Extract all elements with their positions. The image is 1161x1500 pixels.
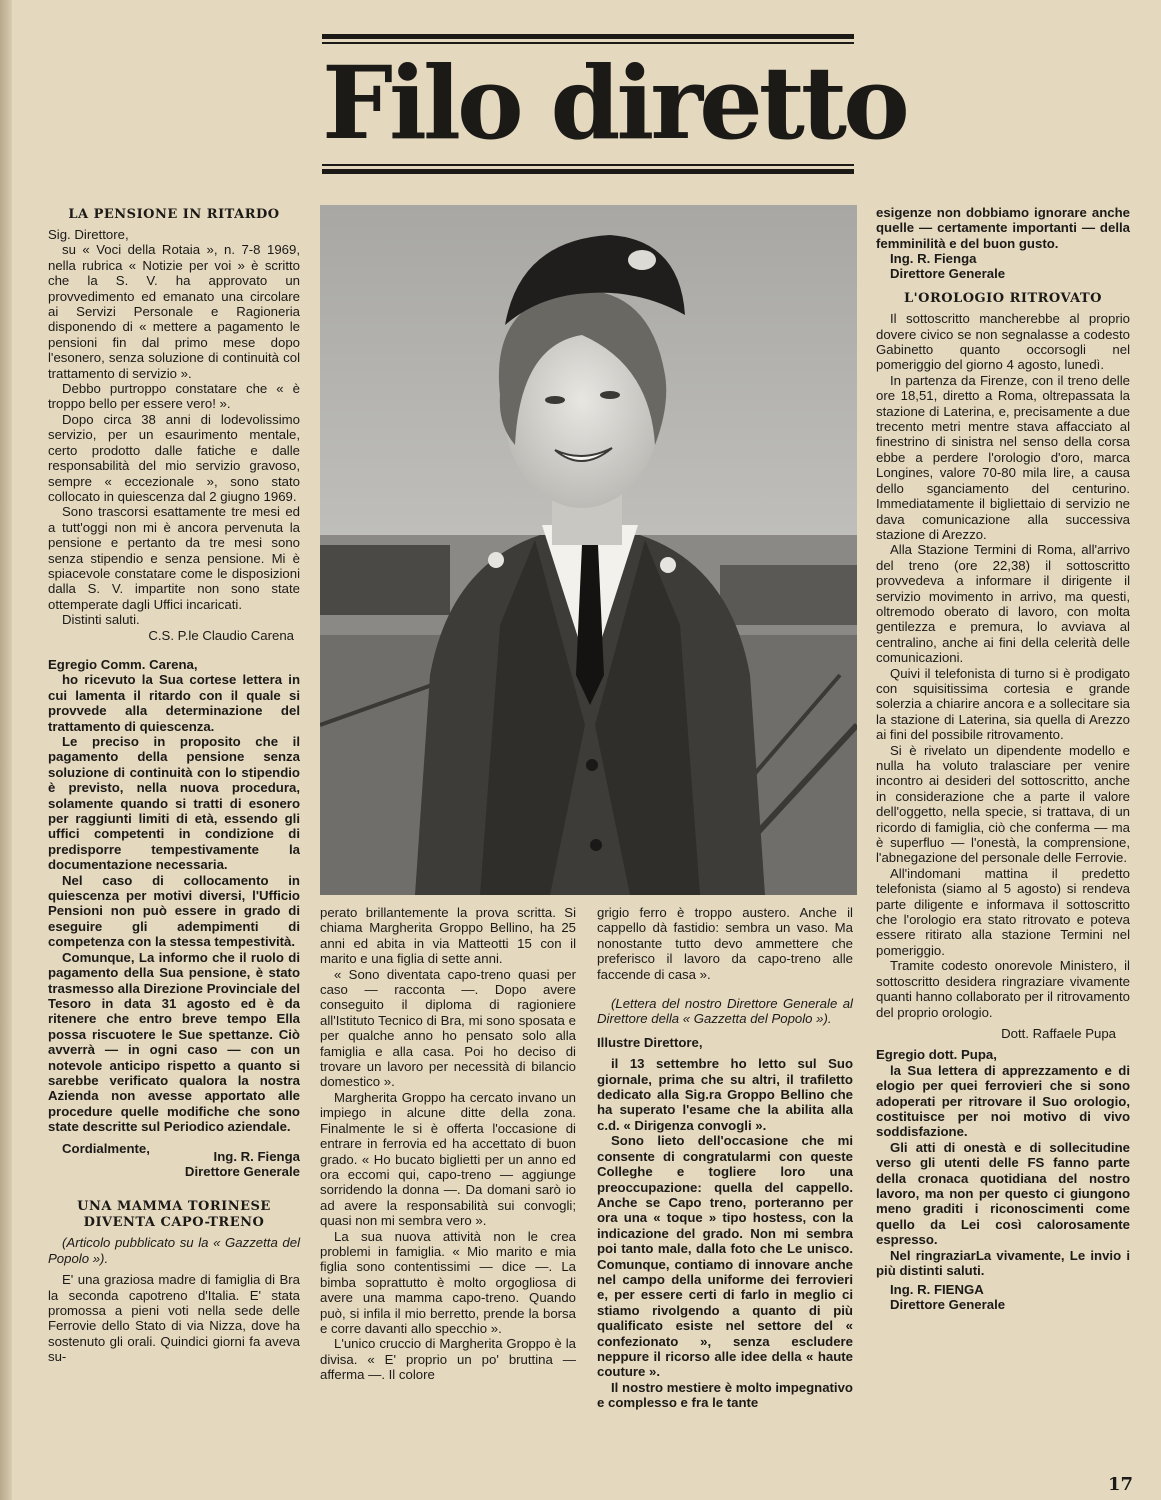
reply-salutation: Egregio Comm. Carena, — [48, 656, 198, 672]
portrait-illustration — [320, 205, 857, 895]
column-3 — [597, 905, 853, 1411]
letter-paragraph: il 13 settembre ho letto sul Suo giornale, prima che su altri, il trafiletto dedicato alla Sig.ra Groppo Bellino che ha superato l'esame che la abilita alla c.d. « Dirigenza convogli ». — [597, 1056, 853, 1133]
letter-signature: Dott. Raffaele Pupa — [1001, 1025, 1116, 1041]
page-binding-edge — [0, 0, 12, 1500]
letter-paragraph: Tramite codesto onorevole Ministero, il sottoscritto desidera ringraziare vivamente quanti hanno collaborato per il ritrovamento del proprio orologio. — [876, 958, 1130, 1020]
masthead-bottom-rule-thin — [322, 164, 854, 166]
letter-paragraph: Il sottoscritto mancherebbe al proprio dovere civico se non segnalasse a codesto Gabinetto quanto occorsogli nel pomeriggio del giorno 4 agosto, lunedì. — [876, 311, 1130, 373]
signature-name: Ing. R. Fienga — [890, 251, 977, 267]
signature-title: Direttore Generale — [890, 1297, 1006, 1313]
letter-continuation: esigenze non dobbiamo ignorare anche quelle — certamente importanti — della femminilità e del buon gusto. — [876, 205, 1130, 251]
column-2 — [320, 905, 576, 1383]
masthead-bottom-rule — [322, 169, 854, 174]
article-source: (Articolo pubblicato su la « Gazzetta del Popolo »). — [48, 1235, 300, 1266]
letter-paragraph: Sono lieto dell'occasione che mi consente di congratularmi con queste Colleghe e togliere loro una preoccupazione: quella del cappello. Anche se Capo treno, porteranno per ora una « toque » tipo hostess, con la indicazione del grado. Non mi sembra poi tanto male, dalla foto che Le unisco. Comunque, contiamo di innovare anche nel campo della uniforme dei ferrovieri e, per essere certi di farlo in meglio ci stiamo rivolgendo a quanto di più qualificato esiste nel settore del « confezionato », senza escludere neppure il ricorso alle idee della « haute couture ». — [597, 1133, 853, 1380]
letter-paragraph: Sono trascorsi esattamente tre mesi ed a tutt'oggi non mi è ancora pervenuta la pensione e pertanto da tre mesi sono senza stipendio e senza pensione. Mi è spiacevole constatare come le disposizioni dalla S. V. impartite non sono state ottemperate dagli Uffici incaricati. — [48, 504, 300, 612]
letter-paragraph: In partenza da Firenze, con il treno delle ore 18,51, diretto a Roma, oltrepassata la stazione di Laterina, e, precisamente a due trecento metri mentre stava affacciato al finestrino di sinistra nel senso della corsa ebbe a perdere l'orologio d'oro, marca Longines, valore 70-80 mila lire, a causa dello sganciamento del centurino. Immediatamente il bigliettaio di servizio ne dava comunicazione alla successiva stazione di Arezzo. — [876, 372, 1130, 542]
letter-paragraph: su « Voci della Rotaia », n. 7-8 1969, nella rubrica « Notizie per voi » è scritto che la S. V. ha approvato un provvedimento ed emanato una circolare ai Servizi Personale e Ragioneria disponendo di « mettere a pagamento le pensioni fin dal primo mese dopo l'esonero, senza soluzione di continuità col trattamento di servizio ». — [48, 242, 300, 381]
article-paragraph: grigio ferro è troppo austero. Anche il cappello dà fastidio: sembra un vaso. Ma nonostante tutto devo ammettere che preferisco il lavoro da capo-treno alle faccende di casa ». — [597, 905, 853, 982]
letter-paragraph: Dopo circa 38 anni di lodevolissimo servizio, per un esaurimento mentale, certo prodotto dalle fatiche e dalle responsabilità del mio servizio gravoso, sempre « eccezionale », sono stato collocato in quiescenza dal 2 giugno 1969. — [48, 411, 300, 504]
heading-pensione: LA PENSIONE IN RITARDO — [68, 207, 280, 222]
article-paragraph: « Sono diventata capo-treno quasi per caso — racconta —. Dopo avere conseguito il diploma di ragioniere all'Istituto Tecnico di Bra, mi sono sposata e per qualche anno ho pensato solo alla famiglia e alla casa. Poi ho deciso di trovare un lavoro per necessità di bilancio domestico ». — [320, 966, 576, 1090]
masthead-title: Filo diretto — [322, 44, 906, 162]
reply-paragraph: ho ricevuto la Sua cortese lettera in cui lamenta il ritardo con il quale si provvede alla determinazione del trattamento di quiescenza. — [48, 672, 300, 734]
reply-paragraph: Nel ringraziarLa vivamente, Le invio i più distinti saluti. — [876, 1247, 1130, 1278]
masthead-top-rule — [322, 34, 854, 39]
article-paragraph: L'unico cruccio di Margherita Groppo è la divisa. « E' proprio un po' bruttina — afferma —. Il colore — [320, 1336, 576, 1383]
column-1 — [48, 207, 300, 1365]
column-4 — [876, 205, 1130, 1312]
letter-signature: C.S. P.le Claudio Carena — [148, 627, 294, 643]
reply-paragraph: Nel caso di collocamento in quiescenza per motivi diversi, l'Ufficio Pensioni non può essere in grado di eseguire gli adempimenti di competenza con la stessa tempestività. — [48, 872, 300, 950]
signature-name: Ing. R. Fienga — [213, 1148, 300, 1164]
reply-paragraph: Comunque, La informo che il ruolo di pagamento della Sua pensione, è stato trasmesso alla Direzione Provinciale del Tesoro in data 31 agosto ed è da ritenere che entro breve tempo Ella possa riscuotere le Sue spettanze. Ciò avverrà — in ogni caso — con un notevole anticipo rispetto a quanto si sarebbe verificato qualora la nostra Azienda non avesse apportato alle procedure quelle modifiche che sono state descritte sul Periodico aziendale. — [48, 949, 300, 1135]
article-paragraph: La sua nuova attività non le crea problemi in famiglia. « Mio marito e mia figlia sono contentissimi — dice —. La bimba soprattutto è molto orgogliosa di avere una mamma capo-treno. Quando può, si infila il mio berretto, prende la borsa e corre davanti allo specchio ». — [320, 1228, 576, 1336]
letter-paragraph: Alla Stazione Termini di Roma, all'arrivo del treno (ore 22,38) il sottoscritto provvedeva a informare il dirigente il servizio movimento in arrivo, ma questi, oltremodo oberato di lavoro, con molta gentilezza e premura, lo avviava al centralino, anche ai fini della celerità delle comunicazioni. — [876, 542, 1130, 666]
reply-closing-row — [48, 1141, 300, 1180]
article-paragraph: Margherita Groppo ha cercato invano un impiego in alcune ditte della zona. Finalmente le si è offerta l'occasione di entrare in ferrovia ed ha accettato di buon grado. « Ho bucato biglietti per un anno ed ora eccomi qui, capo-treno — aggiunge sorridendo la donna —. Da domani sarò io ad avere la responsabilità sui convogli; quasi non mi sembra vero ». — [320, 1089, 576, 1229]
signature-title: Direttore Generale — [184, 1163, 300, 1179]
letter-paragraph: All'indomani mattina il predetto telefonista (siamo al 5 agosto) si rendeva parte diligente e informava il sottoscritto che l'orologio era stato ritrovato e poteva essere ritirato alla stazione Termini nel pomeriggio. — [876, 865, 1130, 958]
heading-orologio: L'OROLOGIO RITROVATO — [904, 291, 1102, 307]
letter-note: (Lettera del nostro Direttore Generale al Direttore della « Gazzetta del Popolo »). — [597, 996, 853, 1027]
letter-paragraph: Quivi il telefonista di turno si è prodigato con squisitissima cortesia e grande solerzia a chiarire ancora e a sollecitare sia la stazione di Laterina, sia quella di Arezzo ai fini del possibile ritrovamento. — [876, 665, 1130, 743]
article-paragraph: E' una graziosa madre di famiglia di Bra la seconda capotreno d'Italia. E' stata promossa a pieni voti nella sede delle Ferrovie dello Stato di via Nizza, dove ha sostenuto gli orali. Quindici giorni fa aveva su- — [48, 1272, 300, 1365]
letter-salutation: Sig. Direttore, — [48, 227, 129, 242]
letter-paragraph: Il nostro mestiere è molto impegnativo e complesso e fra le tante — [597, 1379, 853, 1411]
letter-paragraph: Distinti saluti. — [62, 612, 140, 628]
reply-salutation: Egregio dott. Pupa, — [876, 1047, 997, 1063]
reply-paragraph: Gli atti di onestà e di sollecitudine verso gli utenti delle FS fanno parte della cronaca quotidiana del nostro lavoro, ma non per questo ci giungono meno graditi i riconoscimenti come quello da Lei così calorosamente espresso. — [876, 1139, 1130, 1248]
letter-paragraph: Debbo purtroppo constatare che « è troppo bello per essere vero! ». — [48, 381, 300, 412]
letter-salutation: Illustre Direttore, — [597, 1034, 703, 1050]
article-paragraph: perato brillantemente la prova scritta. Si chiama Margherita Groppo Bellino, ha 25 anni ed abita in via Matteotti 15 con il marito e una figlia di sette anni. — [320, 905, 576, 967]
heading-mamma-capotreno: UNA MAMMA TORINESE DIVENTA CAPO-TRENO — [77, 1199, 271, 1231]
reply-paragraph: la Sua lettera di apprezzamento e di elogio per quei ferrovieri che si sono adoperati per ritrovare il Suo orologio, costituisce per noi motivo di vivo soddisfazione. — [876, 1062, 1130, 1140]
reply-paragraph: Le preciso in proposito che il pagamento della pensione senza soluzione di continuità con lo stipendio è previsto, nella nuova procedura, solamente quando si tratti di esonero per raggiunti limiti di età, essendo gli uffici competenti in condizione di predisporre tempestivamente la documentazione necessaria. — [48, 734, 300, 873]
signature-name: Ing. R. FIENGA — [890, 1282, 984, 1298]
letter-paragraph: Si è rivelato un dipendente modello e nulla ha voluto tralasciare per venire incontro ai desideri del sottoscritto, anche in considerazione che a parte il valore dell'oggetto, nella specie, si trattava, di un ricordo di famiglia, ciò che conferma — ma è superfluo — l'onestà, la comprensione, l'abnegazione del personale delle Ferrovie. — [876, 742, 1130, 866]
photo-capotreno-portrait — [320, 205, 857, 895]
page-number: 17 — [1108, 1474, 1134, 1495]
signature-title: Direttore Generale — [890, 266, 1006, 282]
reply-closing: Cordialmente, — [62, 1140, 150, 1156]
